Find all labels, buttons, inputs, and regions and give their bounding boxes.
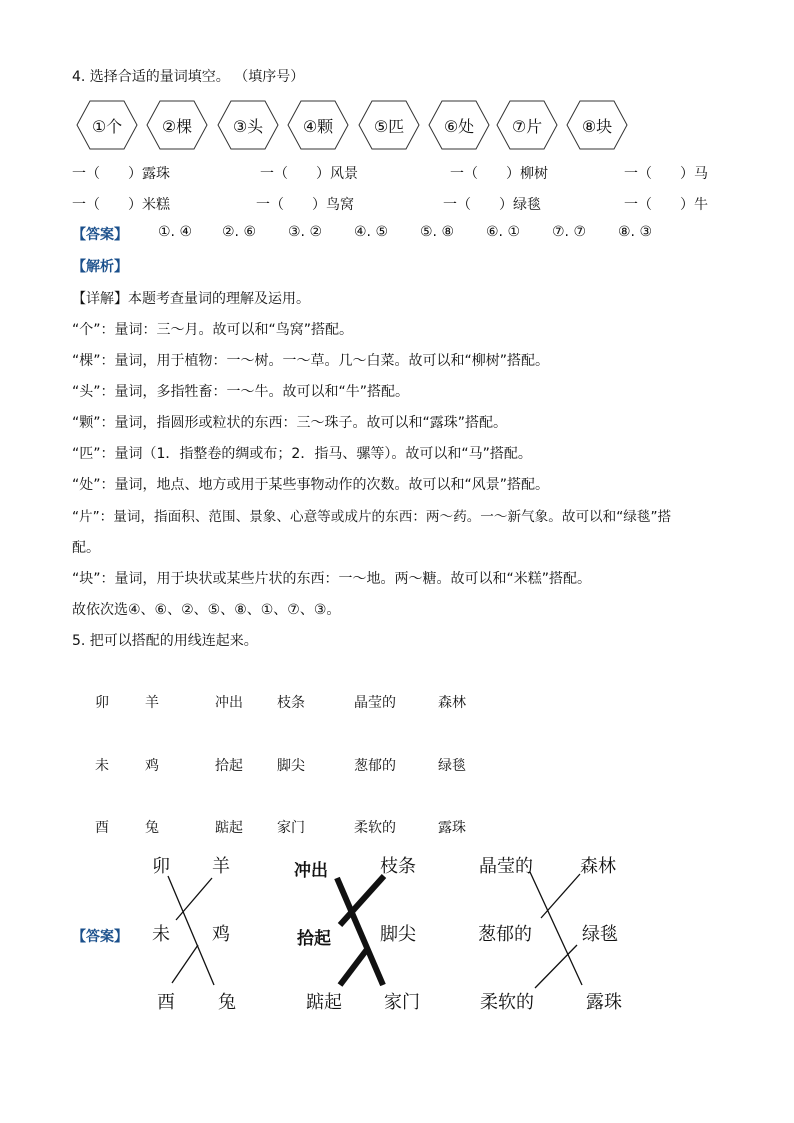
diagram-word: 卯 <box>152 856 170 877</box>
match-line <box>172 945 198 983</box>
detail-line: 配。 <box>72 540 100 556</box>
diagram-word: 兔 <box>218 992 236 1013</box>
analysis-tag: 【解析】 <box>72 259 128 275</box>
grid-word: 葱郁的 <box>354 758 396 774</box>
grid-word: 未 <box>95 758 109 774</box>
answer-item: ⑧. ③ <box>618 224 653 240</box>
blank-item: 一（ ）牛 <box>624 197 708 213</box>
diagram-word: 森林 <box>580 856 616 877</box>
option-label: ⑤匹 <box>373 117 405 136</box>
answer-item: ⑤. ⑧ <box>420 224 455 240</box>
grid-word: 酉 <box>95 820 109 836</box>
grid-word: 绿毯 <box>438 758 466 774</box>
blank-item: 一（ ）米糕 <box>72 197 170 213</box>
answer-item: ⑦. ⑦ <box>552 224 587 240</box>
grid-word: 家门 <box>277 820 305 836</box>
grid-word: 拾起 <box>215 758 243 774</box>
answer-item: ④. ⑤ <box>354 224 389 240</box>
diagram-word: 酉 <box>157 992 175 1013</box>
grid-word: 羊 <box>145 695 159 711</box>
option-label: ①个 <box>91 117 123 136</box>
match-line <box>541 874 580 918</box>
match-line <box>530 872 582 985</box>
diagram-word: 羊 <box>212 856 230 877</box>
answer-item: ①. ④ <box>158 224 193 240</box>
diagram-word: 柔软的 <box>480 992 534 1013</box>
diagram-word: 葱郁的 <box>478 924 532 945</box>
answer-tag: 【答案】 <box>72 227 128 243</box>
answer-item: ②. ⑥ <box>222 224 257 240</box>
detail-line: “棵”：量词，用于植物：一～树。一～草。几～白菜。故可以和“柳树”搭配。 <box>72 353 550 369</box>
grid-word: 枝条 <box>277 695 305 711</box>
diagram-word: 晶莹的 <box>479 856 533 877</box>
answer-tag: 【答案】 <box>72 929 128 945</box>
option-label: ④颗 <box>302 117 334 136</box>
diagram-word: 鸡 <box>212 924 230 945</box>
diagram-word: 露珠 <box>586 992 622 1013</box>
detail-line: “匹”：量词（1．指整卷的绸或布；2．指马、骡等）。故可以和“马”搭配。 <box>72 446 532 462</box>
diagram-word: 冲出 <box>294 861 328 881</box>
grid-word: 踮起 <box>215 820 243 836</box>
answer-item: ⑥. ① <box>486 224 521 240</box>
diagram-word: 绿毯 <box>582 924 618 945</box>
diagram-word: 踮起 <box>306 992 342 1013</box>
match-line <box>176 878 212 920</box>
detail-line: 【详解】本题考查量词的理解及运用。 <box>72 291 310 307</box>
grid-word: 卯 <box>95 695 109 711</box>
grid-word: 鸡 <box>145 758 159 774</box>
match-line <box>535 945 577 988</box>
match-line <box>337 878 383 985</box>
grid-word: 柔软的 <box>354 820 396 836</box>
grid-word: 冲出 <box>215 695 243 711</box>
detail-line: “片”：量词，指面积、范围、景象、心意等或成片的东西：两～药。一～新气象。故可以和“绿毯”搭 <box>72 509 672 525</box>
answer-item: ③. ② <box>288 224 323 240</box>
diagram-word: 拾起 <box>297 929 331 949</box>
q4-title: 4. 选择合适的量词填空。 （填序号） <box>72 69 305 85</box>
detail-line: “块”：量词，用于块状或某些片状的东西：一～地。两～糖。故可以和“米糕”搭配。 <box>72 571 592 587</box>
grid-word: 露珠 <box>438 820 466 836</box>
option-label: ⑧块 <box>581 117 613 136</box>
blank-item: 一（ ）马 <box>624 166 708 182</box>
detail-line: “颗”：量词，指圆形或粒状的东西：三～珠子。故可以和“露珠”搭配。 <box>72 415 508 431</box>
grid-word: 晶莹的 <box>354 695 396 711</box>
detail-line: “个”：量词：三～月。故可以和“鸟窝”搭配。 <box>72 322 354 338</box>
match-line <box>168 876 214 985</box>
blank-item: 一（ ）柳树 <box>450 166 548 182</box>
diagram-word: 未 <box>152 924 170 945</box>
q5-title: 5. 把可以搭配的用线连起来。 <box>72 633 258 649</box>
diagram-word: 家门 <box>384 992 420 1013</box>
option-label: ⑥处 <box>443 117 475 136</box>
detail-line: “处”：量词，地点、地方或用于某些事物动作的次数。故可以和“风景”搭配。 <box>72 477 550 493</box>
blank-item: 一（ ）露珠 <box>72 166 170 182</box>
detail-line: “头”：量词，多指牲畜：一～牛。故可以和“牛”搭配。 <box>72 384 410 400</box>
option-label: ③头 <box>232 117 264 136</box>
blank-item: 一（ ）风景 <box>260 166 358 182</box>
grid-word: 森林 <box>438 695 466 711</box>
blank-item: 一（ ）鸟窝 <box>256 197 354 213</box>
grid-word: 兔 <box>145 820 159 836</box>
option-label: ②棵 <box>161 117 193 136</box>
grid-word: 脚尖 <box>277 758 305 774</box>
match-line <box>340 948 368 985</box>
detail-line: 故依次选④、⑥、②、⑤、⑧、①、⑦、③。 <box>72 602 341 618</box>
diagram-word: 脚尖 <box>380 924 416 945</box>
option-label: ⑦片 <box>511 117 543 136</box>
diagram-word: 枝条 <box>380 856 416 877</box>
blank-item: 一（ ）绿毯 <box>443 197 541 213</box>
